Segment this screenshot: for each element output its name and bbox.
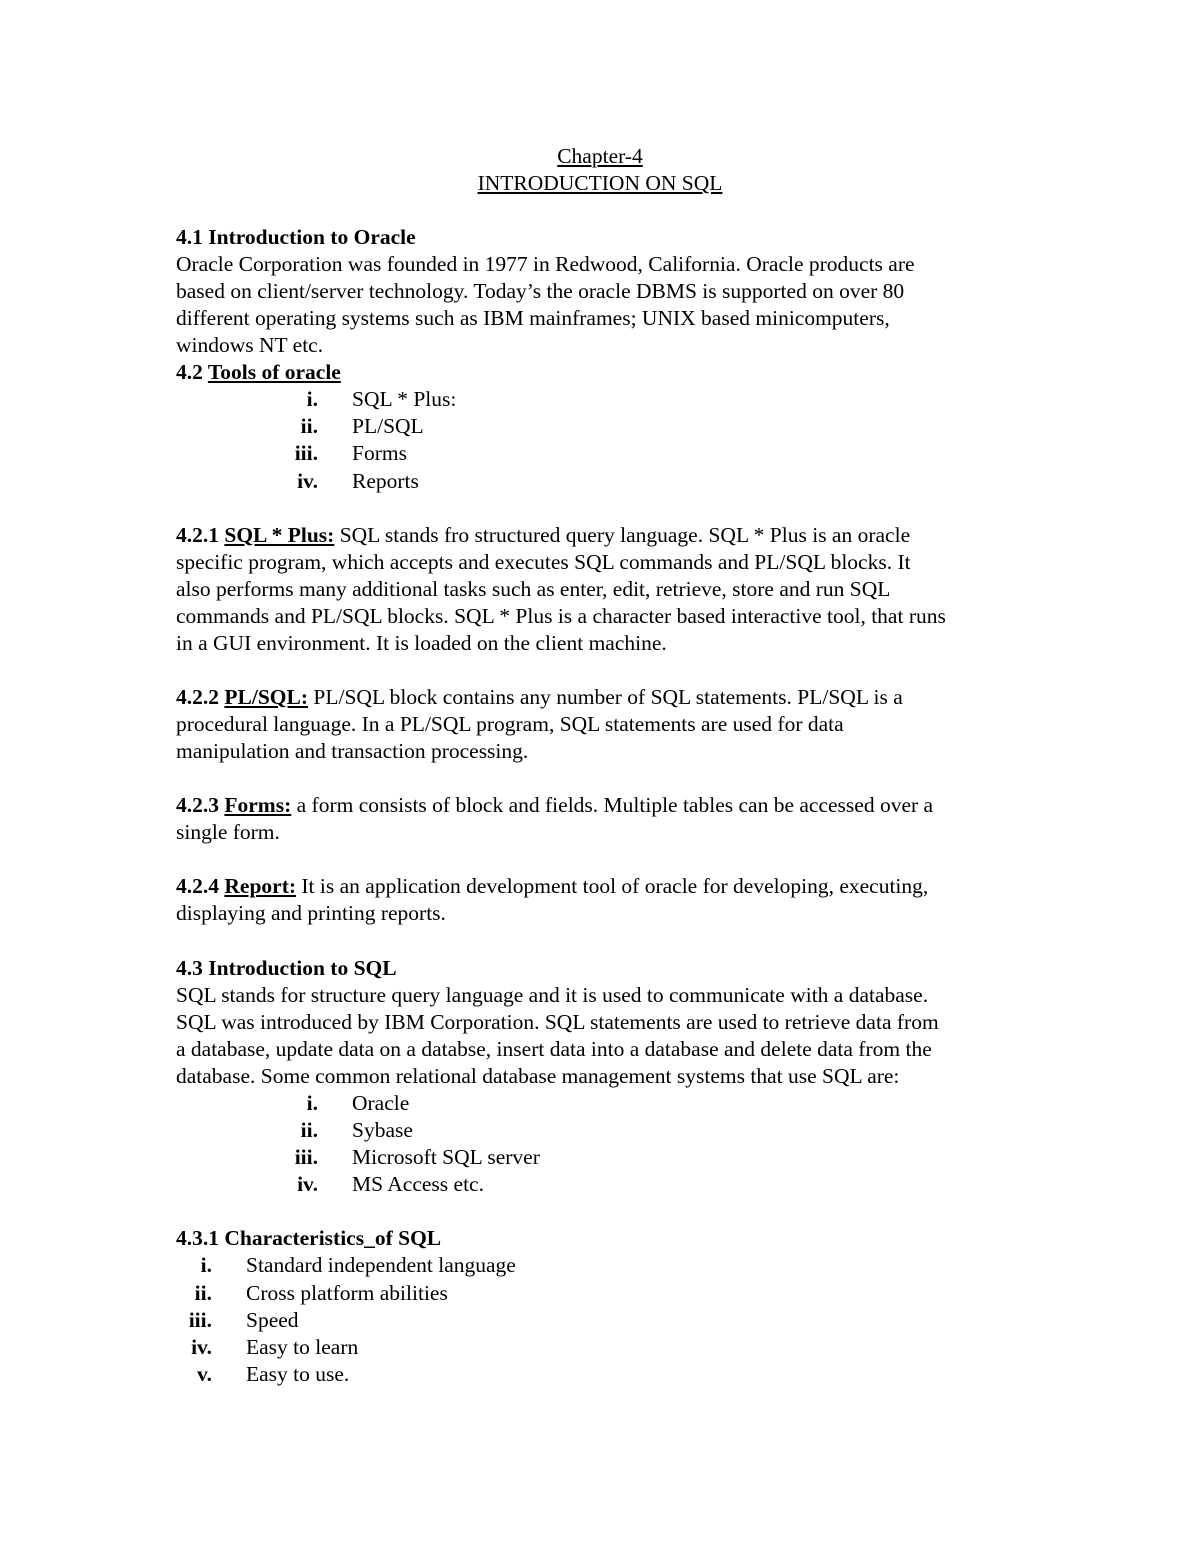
- section-number: 4.2.4: [176, 874, 219, 898]
- list-text: MS Access etc.: [352, 1172, 484, 1196]
- list-text: Microsoft SQL server: [352, 1145, 540, 1169]
- list-number: ii.: [300, 1118, 318, 1142]
- list-text: Forms: [352, 441, 407, 465]
- list-text: Sybase: [352, 1118, 413, 1142]
- section-line: a database, update data on a databse, insert data into a database and delete data from the: [176, 1037, 932, 1061]
- section-number: 4.2.2: [176, 685, 219, 709]
- list-text: Easy to use.: [246, 1362, 350, 1386]
- chapter-title: [0, 170, 1200, 197]
- list-item: [0, 386, 1200, 413]
- section-4-2-2-first-line: [176, 684, 1036, 711]
- section-line: database. Some common relational database management systems that use SQL are:: [176, 1064, 900, 1088]
- section-line: displaying and printing reports.: [176, 901, 446, 925]
- list-text: Oracle: [352, 1091, 410, 1115]
- list-number: iii.: [294, 1145, 318, 1169]
- list-number: iv.: [297, 1172, 318, 1196]
- list-number: ii.: [194, 1281, 212, 1305]
- section-4-2-2: [176, 684, 1036, 765]
- section-line: commands and PL/SQL blocks. SQL * Plus is a character based interactive tool, that runs: [176, 604, 946, 628]
- section-4-3-1: [176, 1225, 1036, 1252]
- section-line: in a GUI environment. It is loaded on the client machine.: [176, 631, 667, 655]
- section-first-text: It is an application development tool of oracle for developing, executing,: [296, 874, 929, 898]
- list-item: [0, 1252, 1200, 1279]
- section-number: 4.2.3: [176, 793, 219, 817]
- section-4-3-1-heading: 4.3.1 Characteristics_of SQL: [176, 1226, 442, 1250]
- section-term: Forms:: [224, 793, 292, 817]
- list-text: Easy to learn: [246, 1335, 359, 1359]
- chapter-label: [0, 143, 1200, 170]
- section-4-2-4: [176, 873, 1036, 927]
- section-4-2-1-first-line: [176, 522, 1036, 549]
- section-4-2-3: [176, 792, 1036, 846]
- section-line: SQL was introduced by IBM Corporation. SQL statements are used to retrieve data from: [176, 1010, 939, 1034]
- list-number: i.: [306, 387, 318, 411]
- list-item: [0, 1280, 1200, 1307]
- list-item: [0, 1171, 1200, 1198]
- list-item: [0, 1090, 1200, 1117]
- section-term: Report:: [224, 874, 297, 898]
- section-line: procedural language. In a PL/SQL program, SQL statements are used for data: [176, 712, 844, 736]
- list-number: ii.: [300, 414, 318, 438]
- list-text: Speed: [246, 1308, 299, 1332]
- chapter-text: Chapter-4: [557, 144, 643, 168]
- list-item: [0, 1334, 1200, 1361]
- list-text: PL/SQL: [352, 414, 424, 438]
- list-text: SQL * Plus:: [352, 387, 457, 411]
- list-number: iii.: [294, 441, 318, 465]
- list-number: v.: [197, 1362, 212, 1386]
- list-number: i.: [306, 1091, 318, 1115]
- section-4-2-title: Tools of oracle: [207, 360, 341, 384]
- list-text: Reports: [352, 469, 419, 493]
- section-4-1-line: Oracle Corporation was founded in 1977 in Redwood, California. Oracle products are: [176, 252, 915, 276]
- section-number: 4.2.1: [176, 523, 219, 547]
- section-first-text: PL/SQL block contains any number of SQL statements. PL/SQL is a: [308, 685, 903, 709]
- section-4-2-3-first-line: [176, 792, 1036, 819]
- list-text: Standard independent language: [246, 1253, 516, 1277]
- list-item: [0, 468, 1200, 495]
- section-line: also performs many additional tasks such as enter, edit, retrieve, store and run SQL: [176, 577, 891, 601]
- section-line: SQL stands for structure query language and it is used to communicate with a database.: [176, 983, 929, 1007]
- section-4-1-line: different operating systems such as IBM mainframes; UNIX based minicomputers,: [176, 306, 890, 330]
- section-4-1-line: based on client/server technology. Today’s the oracle DBMS is supported on over 80: [176, 279, 905, 303]
- section-4-2-number: 4.2: [176, 360, 203, 384]
- section-4-2-1: [176, 522, 1036, 657]
- section-first-text: SQL stands fro structured query language. SQL * Plus is an oracle: [334, 523, 911, 547]
- list-item: [0, 1307, 1200, 1334]
- section-4-3: [176, 955, 1036, 1090]
- section-4-1-heading: 4.1 Introduction to Oracle: [176, 225, 416, 249]
- section-line: single form.: [176, 820, 280, 844]
- list-number: iv.: [297, 469, 318, 493]
- list-item: [0, 1117, 1200, 1144]
- list-item: [0, 440, 1200, 467]
- section-4-1-line: windows NT etc.: [176, 333, 324, 357]
- chapter-title-text: INTRODUCTION ON SQL: [477, 171, 723, 195]
- list-text: Cross platform abilities: [246, 1281, 448, 1305]
- section-4-2-4-first-line: [176, 873, 1036, 900]
- section-line: specific program, which accepts and executes SQL commands and PL/SQL blocks. It: [176, 550, 911, 574]
- list-number: i.: [200, 1253, 212, 1277]
- section-4-3-heading: 4.3 Introduction to SQL: [176, 956, 397, 980]
- section-first-text: a form consists of block and fields. Multiple tables can be accessed over a: [291, 793, 934, 817]
- section-term: SQL * Plus:: [224, 523, 335, 547]
- list-number: iii.: [188, 1308, 212, 1332]
- section-term: PL/SQL:: [224, 685, 309, 709]
- list-item: [0, 413, 1200, 440]
- list-item: [0, 1361, 1200, 1388]
- section-4-2-heading: [176, 359, 1036, 386]
- list-number: iv.: [191, 1335, 212, 1359]
- section-4-1: [176, 224, 1036, 386]
- list-item: [0, 1144, 1200, 1171]
- section-line: manipulation and transaction processing.: [176, 739, 529, 763]
